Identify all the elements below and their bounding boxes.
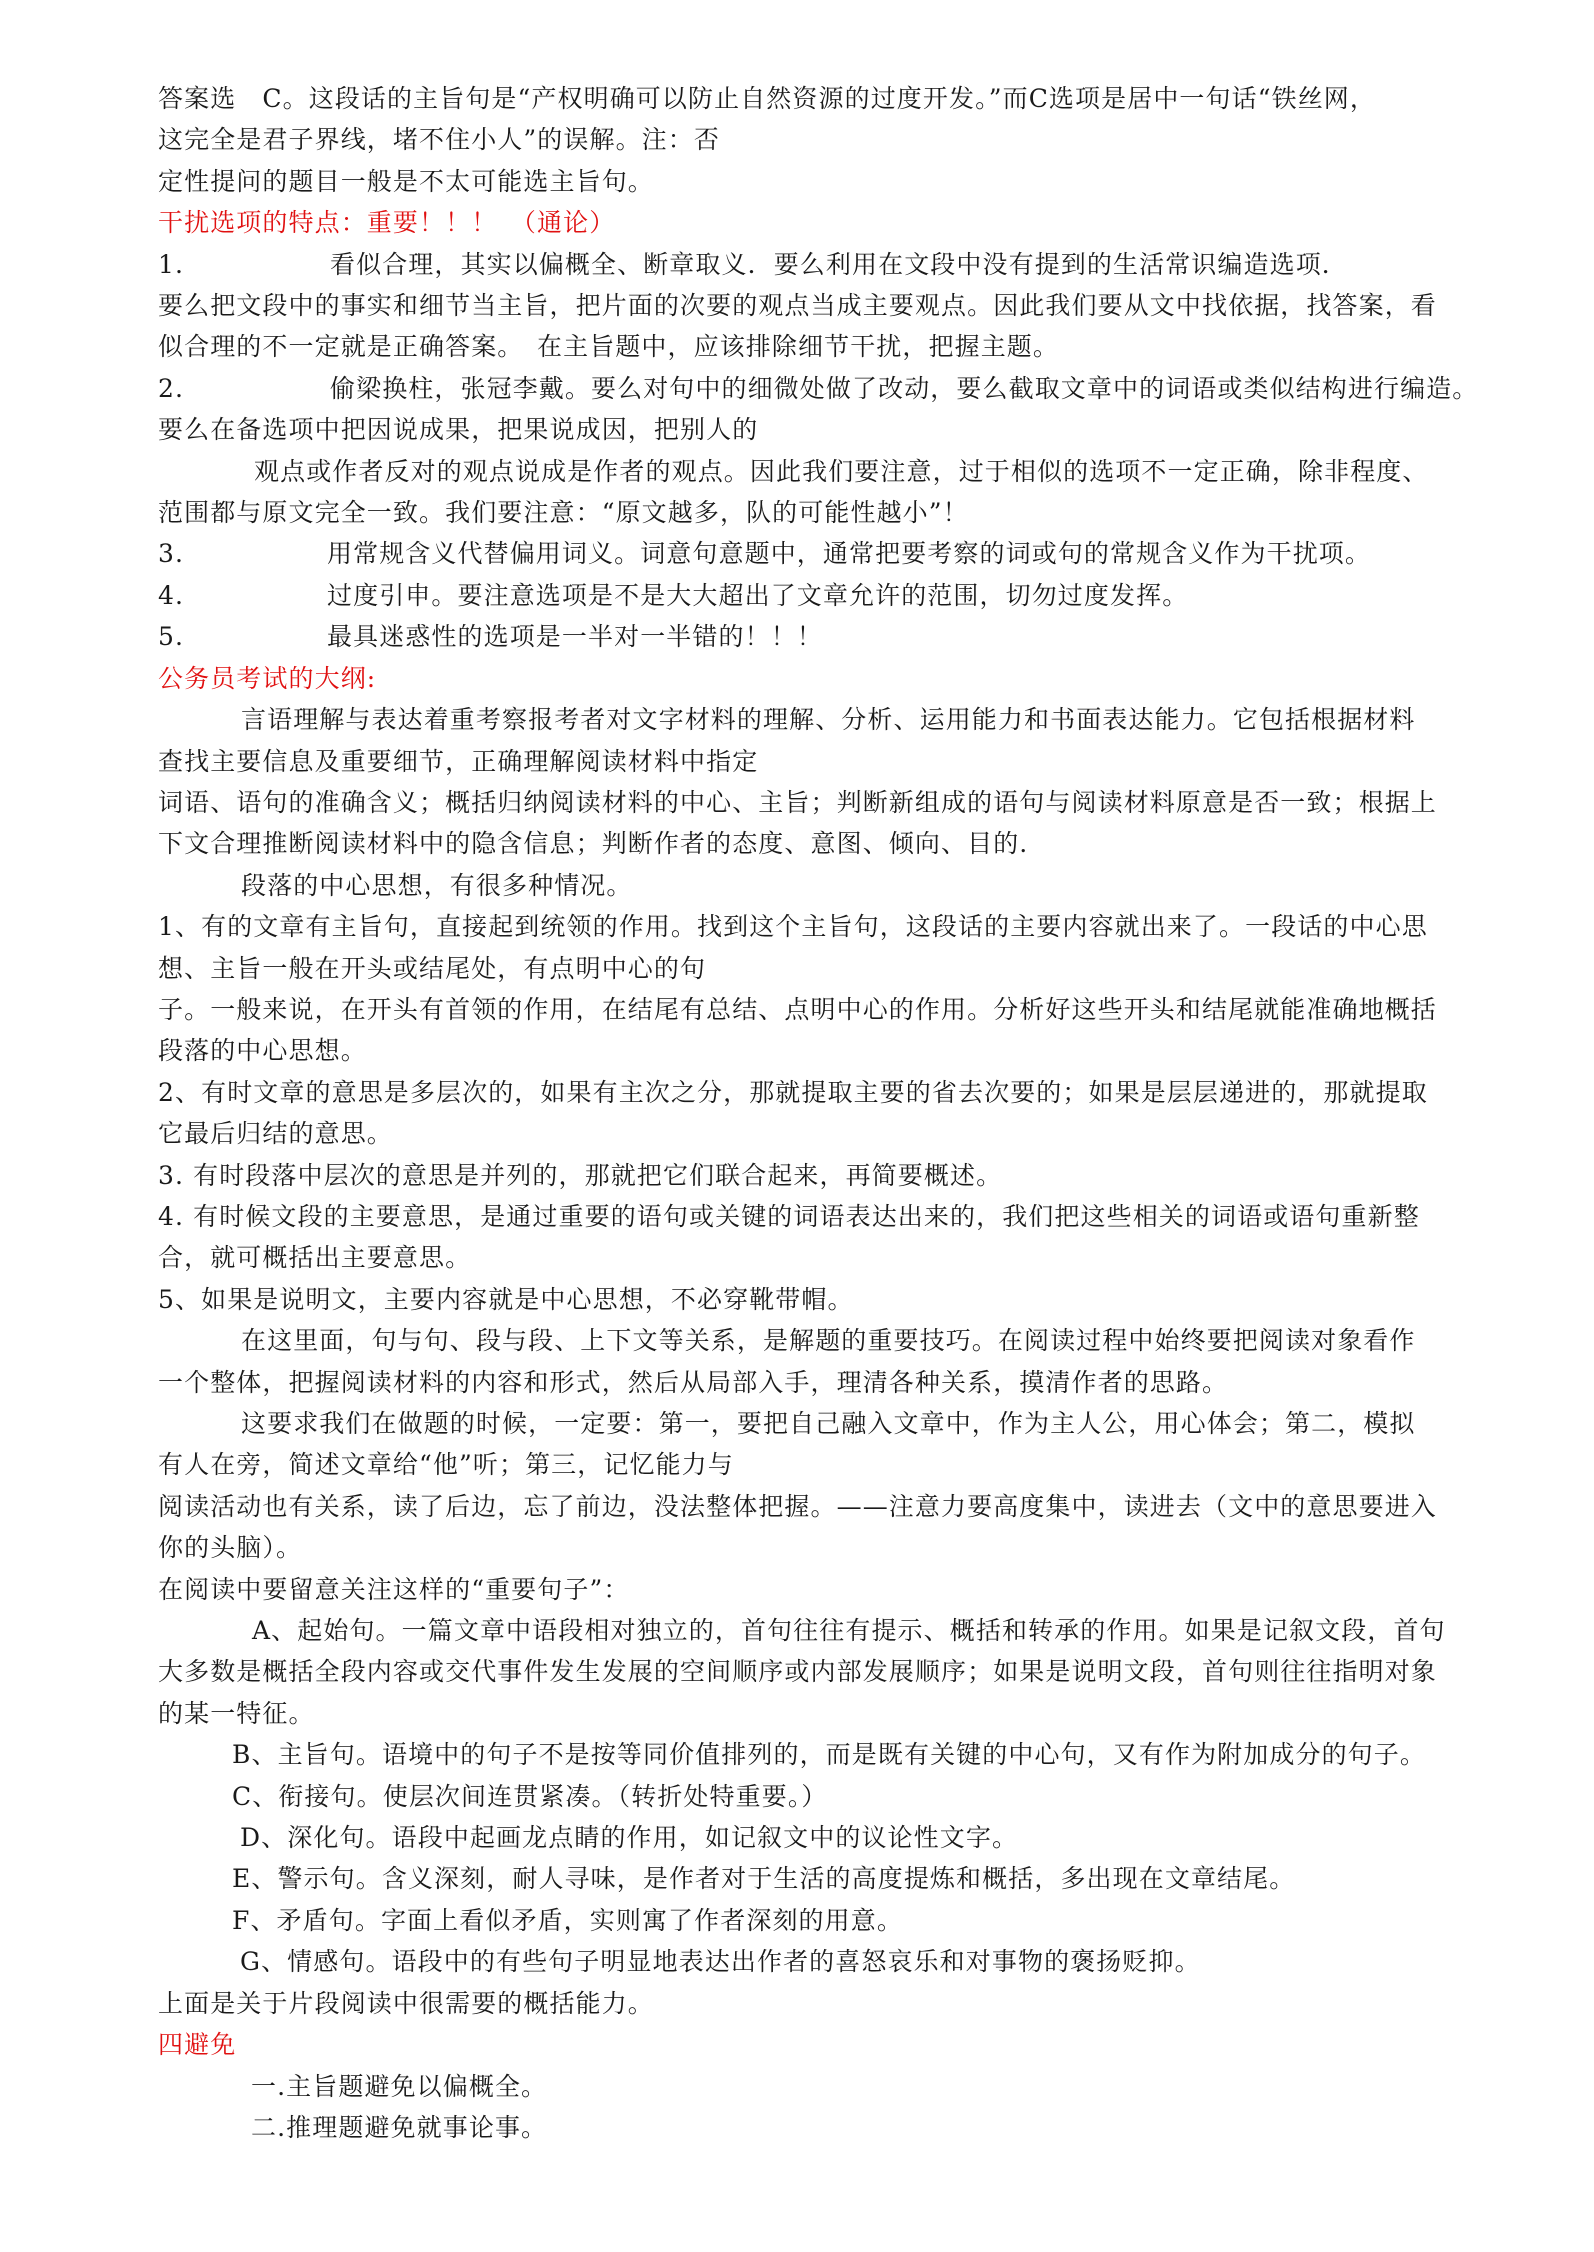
text-line: 段落的中心思想，有很多种情况。 <box>241 870 633 900</box>
key-sentence-item: B、主旨句。语境中的句子不是按等同价值排列的，而是既有关键的中心句，又有作为附加成分的句子。 <box>232 1740 1426 1770</box>
section-heading-four-avoid: 四避免 <box>158 2030 237 2060</box>
text-line: 在阅读中要留意关注这样的“重要句子”： <box>158 1574 630 1604</box>
item-text: 过度引申。要注意选项是不是大大超出了文章允许的范围，切勿过度发挥。 <box>327 580 1189 610</box>
text-line: 言语理解与表达着重考察报考者对文字材料的理解、分析、运用能力和书面表达能力。它包括根据材料 <box>241 705 1416 735</box>
text-line: 上面是关于片段阅读中很需要的概括能力。 <box>158 1988 654 2018</box>
text-line: 有人在旁，简述文章给“他”听；第三，记忆能力与 <box>158 1450 734 1480</box>
text-line: 想、主旨一般在开头或结尾处，有点明中心的句 <box>158 953 707 983</box>
text-line: 3. 有时段落中层次的意思是并列的，那就把它们联合起来，再简要概述。 <box>158 1160 1003 1190</box>
text-line: 词语、语句的准确含义；概括归纳阅读材料的中心、主旨；判断新组成的语句与阅读材料原意是否一致；根据上 <box>158 787 1437 817</box>
text-line: 1、有的文章有主旨句，直接起到统领的作用。找到这个主旨句，这段话的主要内容就出来了。一段话的中心思 <box>158 912 1428 942</box>
key-sentence-item: G、情感句。语段中的有些句子明显地表达出作者的喜怒哀乐和对事物的褒扬贬抑。 <box>240 1947 1201 1977</box>
numbered-item <box>158 575 1513 616</box>
text-line: 它最后归结的意思。 <box>158 1119 393 1149</box>
text-line: 要么把文段中的事实和细节当主旨，把片面的次要的观点当成主要观点。因此我们要从文中找依据，找答案，看 <box>158 291 1437 321</box>
item-text: 偷梁换柱，张冠李戴。要么对句中的细微处做了改动，要么截取文章中的词语或类似结构进行编造。 <box>330 373 1479 403</box>
text-line: 观点或作者反对的观点说成是作者的观点。因此我们要注意，过于相似的选项不一定正确，除非程度、 <box>254 456 1429 486</box>
text-line: 似合理的不一定就是正确答案。 在主旨题中，应该排除细节干扰，把握主题。 <box>158 332 1060 362</box>
text-line: 阅读活动也有关系，读了后边，忘了前边，没法整体把握。——注意力要高度集中，读进去（文中的意思要进入 <box>158 1491 1437 1521</box>
numbered-item <box>158 616 1513 657</box>
item-number: 1. <box>158 249 185 279</box>
numbered-item <box>158 368 1513 409</box>
text-line: 段落的中心思想。 <box>158 1036 367 1066</box>
key-sentence-item: E、警示句。含义深刻，耐人寻味，是作者对于生活的高度提炼和概括，多出现在文章结尾。 <box>232 1864 1296 1894</box>
avoid-item: 二.推理题避免就事论事。 <box>251 2112 548 2142</box>
key-sentence-item: C、衔接句。使层次间连贯紧凑。（转折处特重要。） <box>232 1781 828 1811</box>
document-page <box>158 78 1513 2148</box>
text-line: 合，就可概括出主要意思。 <box>158 1243 472 1273</box>
item-number: 5. <box>158 622 185 652</box>
text-line: 2、有时文章的意思是多层次的，如果有主次之分，那就提取主要的省去次要的；如果是层层递进的，那就提取 <box>158 1077 1428 1107</box>
text-line: 查找主要信息及重要细节，正确理解阅读材料中指定 <box>158 746 759 776</box>
text-line: 的某一特征。 <box>158 1698 315 1728</box>
item-number: 3. <box>158 539 185 569</box>
text-line: 这要求我们在做题的时候，一定要：第一，要把自己融入文章中，作为主人公，用心体会；第二，模拟 <box>241 1409 1416 1438</box>
key-sentence-item: F、矛盾句。字面上看似矛盾，实则寓了作者深刻的用意。 <box>232 1905 903 1935</box>
text-line: 答案选 C。这段话的主旨句是“产权明确可以防止自然资源的过度开发。”而C选项是居中一句话“铁丝网， <box>158 84 1377 113</box>
numbered-item <box>158 244 1513 285</box>
avoid-item: 一.主旨题避免以偏概全。 <box>251 2071 548 2101</box>
text-line: 你的头脑）。 <box>158 1533 303 1563</box>
item-text: 看似合理，其实以偏概全、断章取义．要么利用在文段中没有提到的生活常识编造选项． <box>330 249 1348 279</box>
section-heading-syllabus: 公务员考试的大纲: <box>158 663 377 693</box>
text-line: 4. 有时候文段的主要意思，是通过重要的语句或关键的词语表达出来的，我们把这些相关的词语或语句重新整 <box>158 1201 1420 1231</box>
text-line: 子。一般来说，在开头有首领的作用，在结尾有总结、点明中心的作用。分析好这些开头和结尾就能准确地概括 <box>158 994 1437 1024</box>
text-line: 要么在备选项中把因说成果，把果说成因，把别人的 <box>158 415 759 445</box>
text-line: 定性提问的题目一般是不太可能选主旨句。 <box>158 166 654 196</box>
item-text: 用常规含义代替偏用词义。词意句意题中，通常把要考察的词或句的常规含义作为干扰项。 <box>327 539 1372 569</box>
key-sentence-item: D、深化句。语段中起画龙点睛的作用，如记叙文中的议论性文字。 <box>240 1823 1019 1853</box>
numbered-item <box>158 533 1513 574</box>
text-line: 在这里面，句与句、段与段、上下文等关系，是解题的重要技巧。在阅读过程中始终要把阅读对象看作 <box>241 1326 1416 1356</box>
text-line: 这完全是君子界线，堵不住小人”的误解。注：否 <box>158 125 720 155</box>
text-line: 5、如果是说明文，主要内容就是中心思想，不必穿靴带帽。 <box>158 1284 854 1314</box>
item-text: 最具迷惑性的选项是一半对一半错的！！！ <box>327 622 823 652</box>
key-sentence-item: A、起始句。一篇文章中语段相对独立的，首句往往有提示、概括和转承的作用。如果是记叙文段，首句 <box>252 1616 1446 1646</box>
text-line: 范围都与原文完全一致。我们要注意：“原文越多，队的可能性越小”！ <box>158 498 969 528</box>
text-line: 下文合理推断阅读材料中的隐含信息；判断作者的态度、意图、倾向、目的. <box>158 829 1029 859</box>
text-line: 一个整体，把握阅读材料的内容和形式，然后从局部入手，理清各种关系，摸清作者的思路。 <box>158 1367 1229 1397</box>
text-line: 大多数是概括全段内容或交代事件发生发展的空间顺序或内部发展顺序；如果是说明文段，首句则往往指明对象 <box>158 1657 1437 1687</box>
section-heading-distractors: 干扰选项的特点：重要！！！ （通论） <box>158 208 616 238</box>
item-number: 4. <box>158 580 185 610</box>
item-number: 2. <box>158 373 185 403</box>
